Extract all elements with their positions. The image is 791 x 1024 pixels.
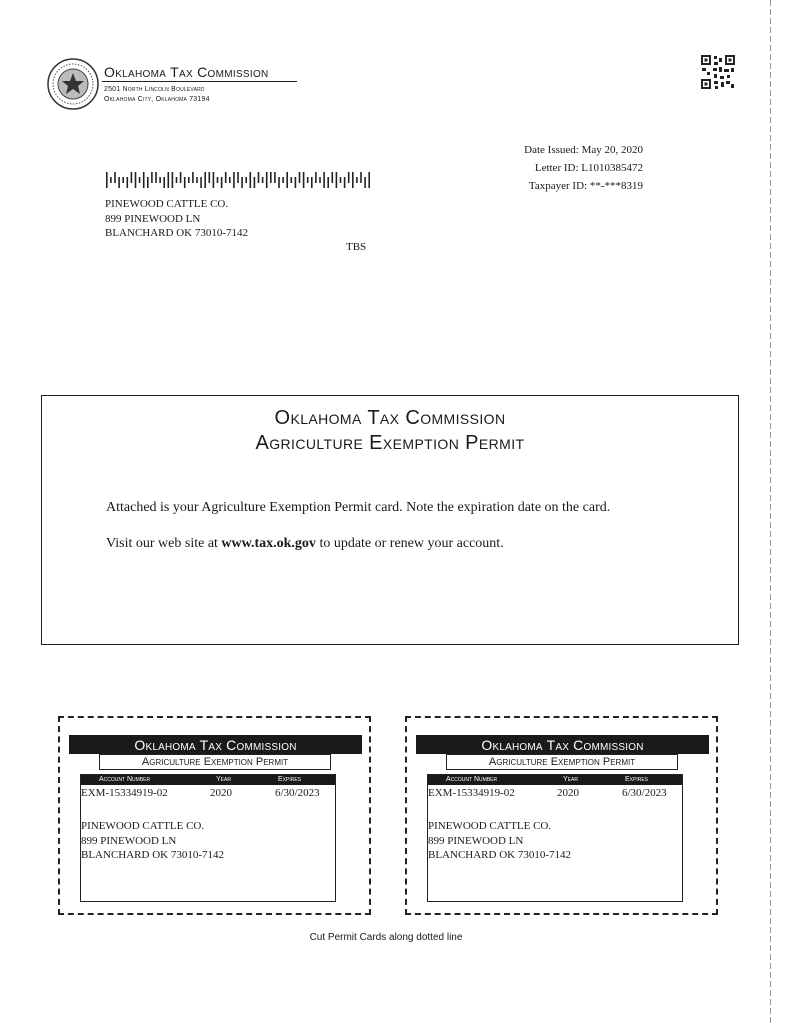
website-link[interactable]: www.tax.ok.gov: [221, 536, 316, 551]
card-details: [80, 774, 336, 902]
card-address: [81, 819, 224, 863]
barcode-bar: [188, 177, 190, 183]
notice-box: [41, 395, 739, 645]
barcode-bar: [237, 172, 239, 183]
barcode-bar: [332, 172, 334, 183]
barcode-bar: [364, 177, 366, 188]
notice-paragraph: Attached is your Agriculture Exemption Permit card. Note the expiration date on the card.: [106, 500, 611, 515]
barcode-bar: [114, 172, 116, 183]
expiration-date: 6/30/2023: [622, 787, 667, 799]
account-number: EXM-15334919-02: [81, 787, 168, 799]
card-title: Oklahoma Tax Commission: [416, 735, 709, 754]
barcode-bar: [258, 172, 260, 183]
barcode-bar: [352, 172, 354, 188]
mailing-name: PINEWOOD CATTLE CO.: [105, 198, 229, 210]
barcode-bar: [204, 172, 206, 188]
barcode-bar: [159, 177, 161, 183]
barcode-bar: [295, 177, 297, 188]
notice-subtitle: Agriculture Exemption Permit: [255, 432, 525, 454]
barcode-bar: [221, 177, 223, 188]
barcode-bar: [266, 172, 268, 188]
card-title: Oklahoma Tax Commission: [69, 735, 362, 754]
permit-card-cutout: [58, 716, 371, 915]
page-edge-line: [770, 0, 771, 1024]
barcode-bar: [127, 177, 129, 188]
state-seal-icon: [46, 57, 100, 111]
card-city: BLANCHARD OK 73010-7142: [81, 849, 224, 861]
barcode-bar: [303, 172, 305, 188]
barcode-bar: [110, 177, 112, 183]
barcode-bar: [299, 172, 301, 183]
barcode-bar: [327, 177, 329, 188]
barcode-bar: [209, 172, 211, 183]
barcode-bar: [225, 172, 227, 183]
routing-code: TBS: [346, 241, 367, 253]
header-rule: [102, 81, 297, 82]
permit-card-cutout: [405, 716, 718, 915]
barcode-bar: [213, 172, 215, 188]
barcode-bar: [233, 172, 235, 188]
org-address: [104, 85, 210, 105]
cut-instructions: Cut Permit Cards along dotted line: [309, 932, 463, 943]
barcode-bar: [344, 177, 346, 188]
barcode-bar: [241, 177, 243, 188]
card-name: PINEWOOD CATTLE CO.: [81, 820, 205, 832]
col-year: Year: [216, 776, 231, 783]
qr-code-icon: [700, 54, 736, 90]
barcode-bar: [168, 172, 170, 188]
barcode-bar: [340, 177, 342, 183]
barcode-bar: [106, 172, 108, 188]
col-expires: Expires: [625, 776, 649, 783]
card-name: PINEWOOD CATTLE CO.: [428, 820, 552, 832]
org-address-line1: 2501 North Lincoln Boulevard: [104, 86, 205, 93]
notice-website-suffix: to update or renew your account.: [315, 536, 504, 551]
barcode-bar: [245, 177, 247, 183]
notice-website-paragraph: [106, 536, 504, 552]
card-street: 899 PINEWOOD LN: [428, 834, 524, 847]
col-account-number: Account Number: [446, 776, 498, 783]
col-year: Year: [563, 776, 578, 783]
barcode-bar: [250, 172, 252, 188]
org-address-line2: Oklahoma City, Oklahoma 73194: [104, 96, 210, 103]
col-account-number: Account Number: [99, 776, 151, 783]
barcode-bar: [184, 177, 186, 188]
barcode-bar: [139, 177, 141, 183]
org-name: Oklahoma Tax Commission: [104, 64, 269, 80]
barcode-bar: [254, 177, 256, 188]
barcode-bar: [151, 172, 153, 183]
barcode-bar: [336, 172, 338, 188]
barcode-bar: [200, 177, 202, 188]
mailing-street: 899 PINEWOOD LN: [105, 212, 201, 225]
barcode-bar: [360, 172, 362, 183]
card-subtitle: Agriculture Exemption Permit: [99, 754, 331, 770]
barcode-bar: [143, 172, 145, 188]
postal-barcode: [105, 172, 377, 188]
permit-year: 2020: [557, 787, 579, 799]
expiration-date: 6/30/2023: [275, 787, 320, 799]
card-details: [427, 774, 683, 902]
barcode-bar: [270, 172, 272, 183]
letter-id: Letter ID: L1010385472: [534, 162, 643, 174]
mailing-city: BLANCHARD OK 73010-7142: [105, 227, 248, 239]
barcode-bar: [315, 172, 317, 183]
card-address: [428, 819, 571, 863]
barcode-bar: [122, 177, 124, 183]
barcode-bar: [311, 177, 313, 188]
card-column-headers: [428, 775, 682, 785]
barcode-bar: [319, 177, 321, 183]
document-meta: [470, 141, 643, 195]
barcode-bar: [291, 177, 293, 183]
taxpayer-id: Taxpayer ID: **-***8319: [528, 180, 643, 192]
barcode-bar: [135, 172, 137, 188]
mailing-address: [105, 197, 248, 241]
barcode-bar: [368, 172, 370, 188]
card-subtitle: Agriculture Exemption Permit: [446, 754, 678, 770]
barcode-bar: [172, 172, 174, 188]
barcode-bar: [348, 172, 350, 183]
barcode-bar: [131, 172, 133, 183]
card-column-headers: [81, 775, 335, 785]
barcode-bar: [147, 177, 149, 188]
notice-website-prefix: Visit our web site at: [106, 536, 222, 551]
date-issued: Date Issued: May 20, 2020: [524, 144, 643, 156]
barcode-bar: [180, 172, 182, 183]
barcode-bar: [192, 172, 194, 183]
barcode-bar: [286, 172, 288, 188]
col-expires: Expires: [278, 776, 302, 783]
barcode-bar: [278, 177, 280, 188]
barcode-bar: [176, 177, 178, 183]
card-city: BLANCHARD OK 73010-7142: [428, 849, 571, 861]
account-number: EXM-15334919-02: [428, 787, 515, 799]
barcode-bar: [118, 177, 120, 188]
barcode-bar: [155, 172, 157, 183]
barcode-bar: [163, 177, 165, 188]
permit-year: 2020: [210, 787, 232, 799]
barcode-bar: [217, 177, 219, 183]
barcode-bar: [229, 177, 231, 183]
barcode-bar: [262, 177, 264, 183]
notice-title: Oklahoma Tax Commission: [274, 407, 506, 429]
barcode-bar: [323, 172, 325, 188]
barcode-bar: [282, 177, 284, 183]
barcode-bar: [356, 177, 358, 183]
barcode-bar: [196, 177, 198, 183]
barcode-bar: [307, 177, 309, 183]
card-street: 899 PINEWOOD LN: [81, 834, 177, 847]
barcode-bar: [274, 172, 276, 183]
